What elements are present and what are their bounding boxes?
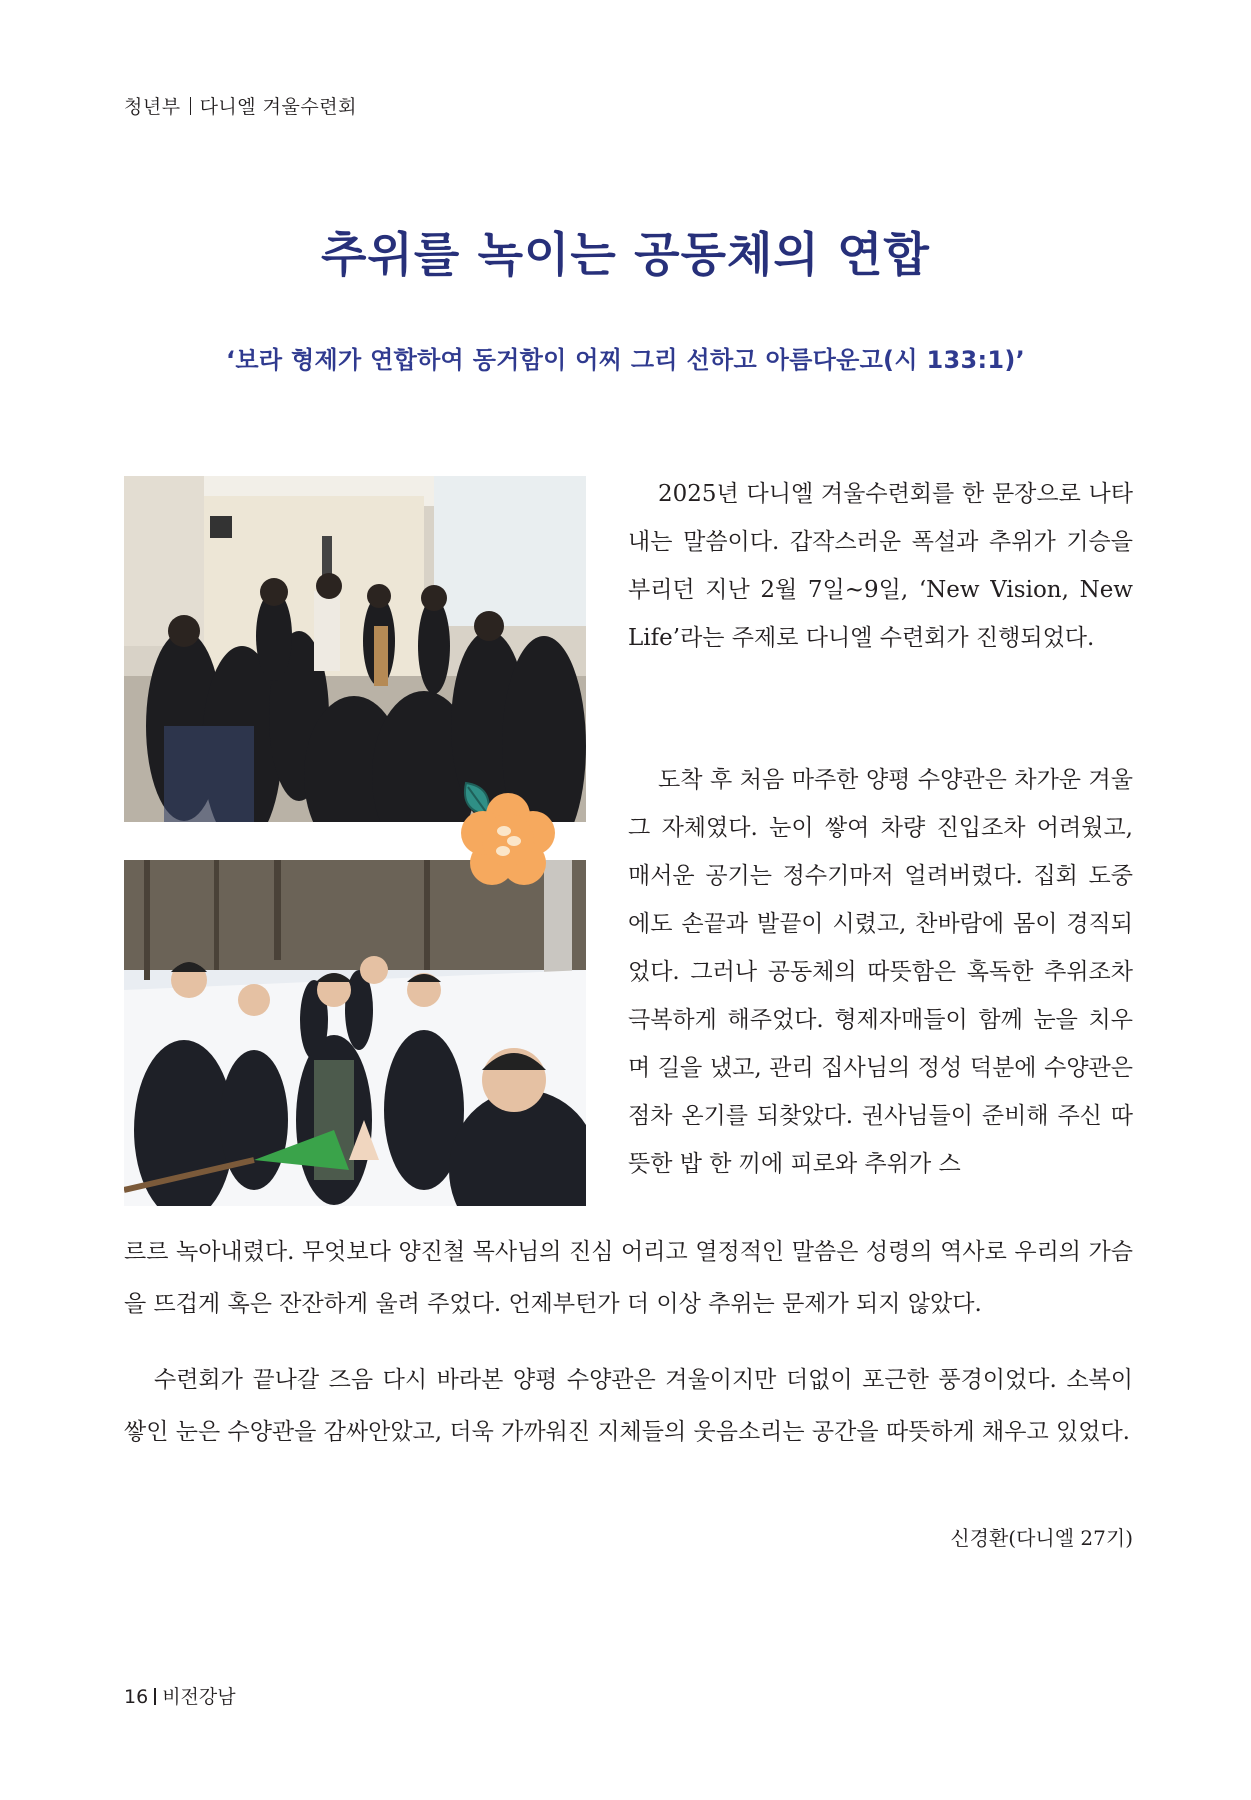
event-name: 다니엘 겨울수련회 [199,96,357,118]
bible-verse: ‘보라 형제가 연합하여 동거함이 어찌 그리 선하고 아름다운고(시 133:1)’ [225,346,1026,374]
paragraph-winter-bottom: 르르 녹아내렸다. 무엇보다 양진철 목사님의 진심 어리고 열정적인 말씀은 성령의 역사로 우리의 가슴을 뜨겁게 혹은 잔잔하게 울려 주었다. 언제부턴가 더 이상 추위는 문제가 되지 않았다. [124,1239,1133,1317]
paragraph-winter-top: 도착 후 처음 마주한 양평 수양관은 차가운 겨울 그 자체였다. 눈이 쌓여 차량 진입조차 어려웠고, 매서운 공기는 정수기마저 얼려버렸다. 집회 도중에도 손끝과 발끝이 시렸고, 찬바람에 몸이 경직되었다. 그러나 공동체의 따뜻함은 혹독한 추위조차 극복하게 해주었다. 형제자매들이 함께 눈을 치우며 길을 냈고, 관리 집사님의 정성 덕분에 수양관은 점차 온기를 되찾았다. 권사님들이 준비해 주신 따뜻한 밥 한 끼에 피로와 추위가 스 [628,767,1133,1177]
flower-decoration [448,775,568,895]
section-name: 청년부 [124,96,181,118]
article-title: 추위를 녹이는 공동체의 연합 [321,228,930,283]
footer-divider [154,1688,156,1705]
page-number: 16 [124,1686,149,1708]
author-byline: 신경환(다니엘 27기) [950,1526,1133,1550]
paragraph-intro: 2025년 다니엘 겨울수련회를 한 문장으로 나타내는 말씀이다. 갑작스러운 폭설과 추위가 기승을 부리던 지난 2월 7일~9일, ‘New Vision, New Life’라는 주제로 다니엘 수련회가 진행되었다. [628,481,1133,651]
page-footer [124,1682,236,1709]
magazine-name: 비전강남 [162,1686,236,1708]
section-header [124,92,357,119]
photo-snow-group [124,860,586,1206]
header-divider [190,97,191,115]
paragraph-closing: 수련회가 끝나갈 즈음 다시 바라본 양평 수양관은 겨울이지만 더없이 포근한 풍경이었다. 소복이 쌓인 눈은 수양관을 감싸안았고, 더욱 가까워진 지체들의 웃음소리는 공간을 따뜻하게 채우고 있었다. [124,1367,1133,1445]
photo-prayer-circle [124,476,586,822]
